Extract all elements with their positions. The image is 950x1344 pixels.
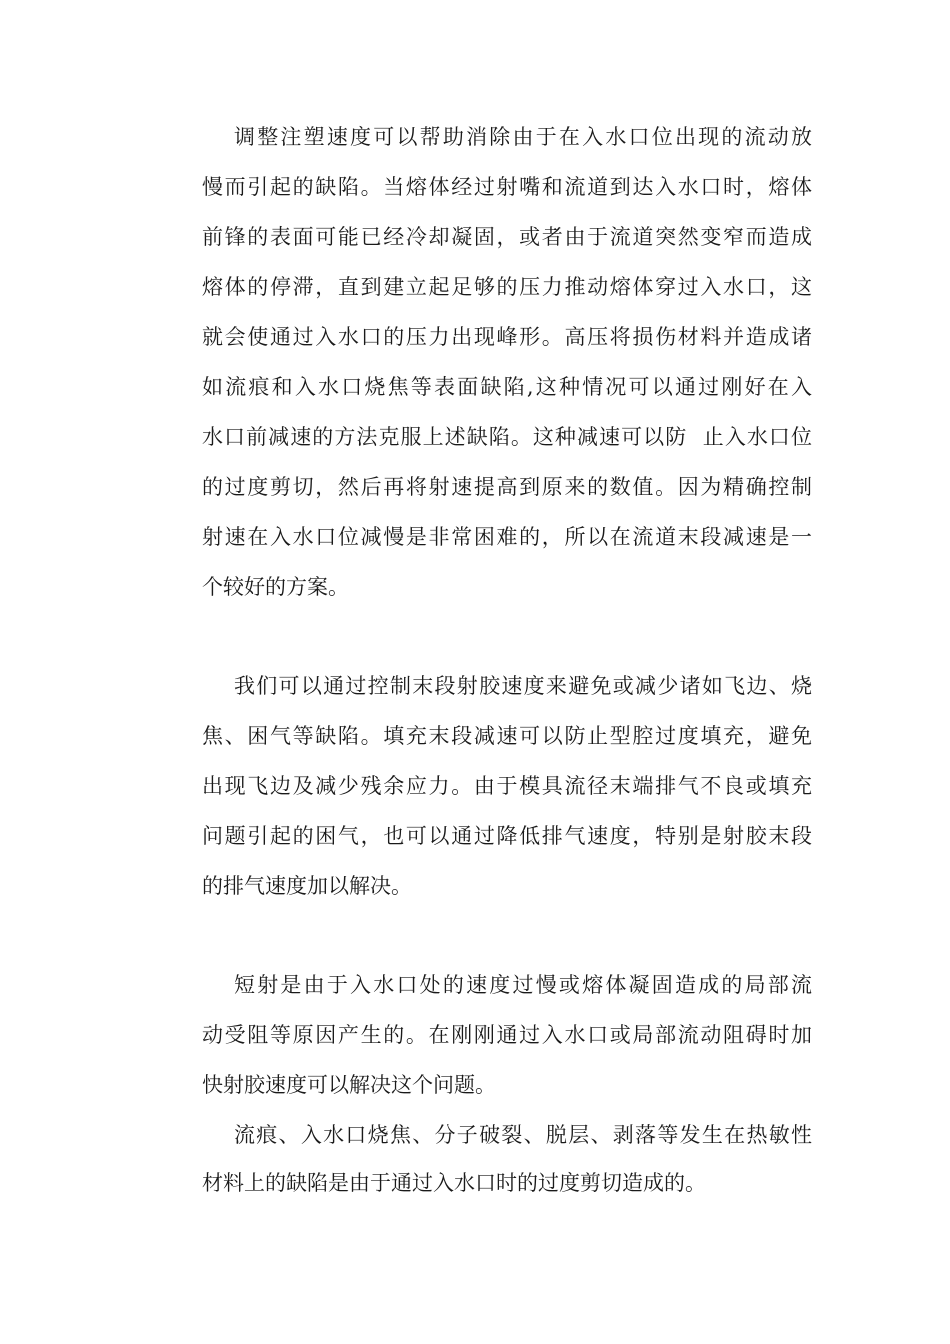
paragraph-line: 问题引起的困气，也可以通过降低排气速度，特别是射胶末段 xyxy=(202,824,812,848)
paragraph-line: 水口前减速的方法克服上述缺陷。这种减速可以防 止入水口位 xyxy=(202,425,812,449)
paragraph-line: 流痕、入水口烧焦、分子破裂、脱层、剥落等发生在热敏性 xyxy=(234,1123,812,1147)
paragraph-line: 动受阻等原因产生的。在刚刚通过入水口或局部流动阻碍时加 xyxy=(202,1023,812,1047)
paragraph-line: 熔体的停滞，直到建立起足够的压力推动熔体穿过入水口，这 xyxy=(202,275,812,299)
paragraph-line: 的排气速度加以解决。 xyxy=(202,874,412,898)
paragraph-line: 短射是由于入水口处的速度过慢或熔体凝固造成的局部流 xyxy=(234,973,812,997)
paragraph-line: 就会使通过入水口的压力出现峰形。高压将损伤材料并造成诸 xyxy=(202,325,812,349)
paragraph-line: 出现飞边及减少残余应力。由于模具流径末端排气不良或填充 xyxy=(202,774,812,798)
paragraph-line: 慢而引起的缺陷。当熔体经过射嘴和流道到达入水口时，熔体 xyxy=(202,175,812,199)
paragraph-line: 快射胶速度可以解决这个问题。 xyxy=(202,1073,496,1097)
paragraph-line: 前锋的表面可能已经冷却凝固，或者由于流道突然变窄而造成 xyxy=(202,225,812,249)
paragraph-line: 焦、困气等缺陷。填充末段减速可以防止型腔过度填充，避免 xyxy=(202,724,812,748)
paragraph-line: 如流痕和入水口烧焦等表面缺陷,这种情况可以通过刚好在入 xyxy=(202,375,812,399)
paragraph-line: 材料上的缺陷是由于通过入水口时的过度剪切造成的。 xyxy=(202,1171,706,1195)
paragraph-line: 我们可以通过控制末段射胶速度来避免或减少诸如飞边、烧 xyxy=(234,674,812,698)
paragraph-line: 个较好的方案。 xyxy=(202,575,349,599)
paragraph-line: 调整注塑速度可以帮助消除由于在入水口位出现的流动放 xyxy=(234,125,812,149)
paragraph-line: 射速在入水口位减慢是非常困难的，所以在流道末段减速是一 xyxy=(202,525,812,549)
paragraph-line: 的过度剪切，然后再将射速提高到原来的数值。因为精确控制 xyxy=(202,475,812,499)
